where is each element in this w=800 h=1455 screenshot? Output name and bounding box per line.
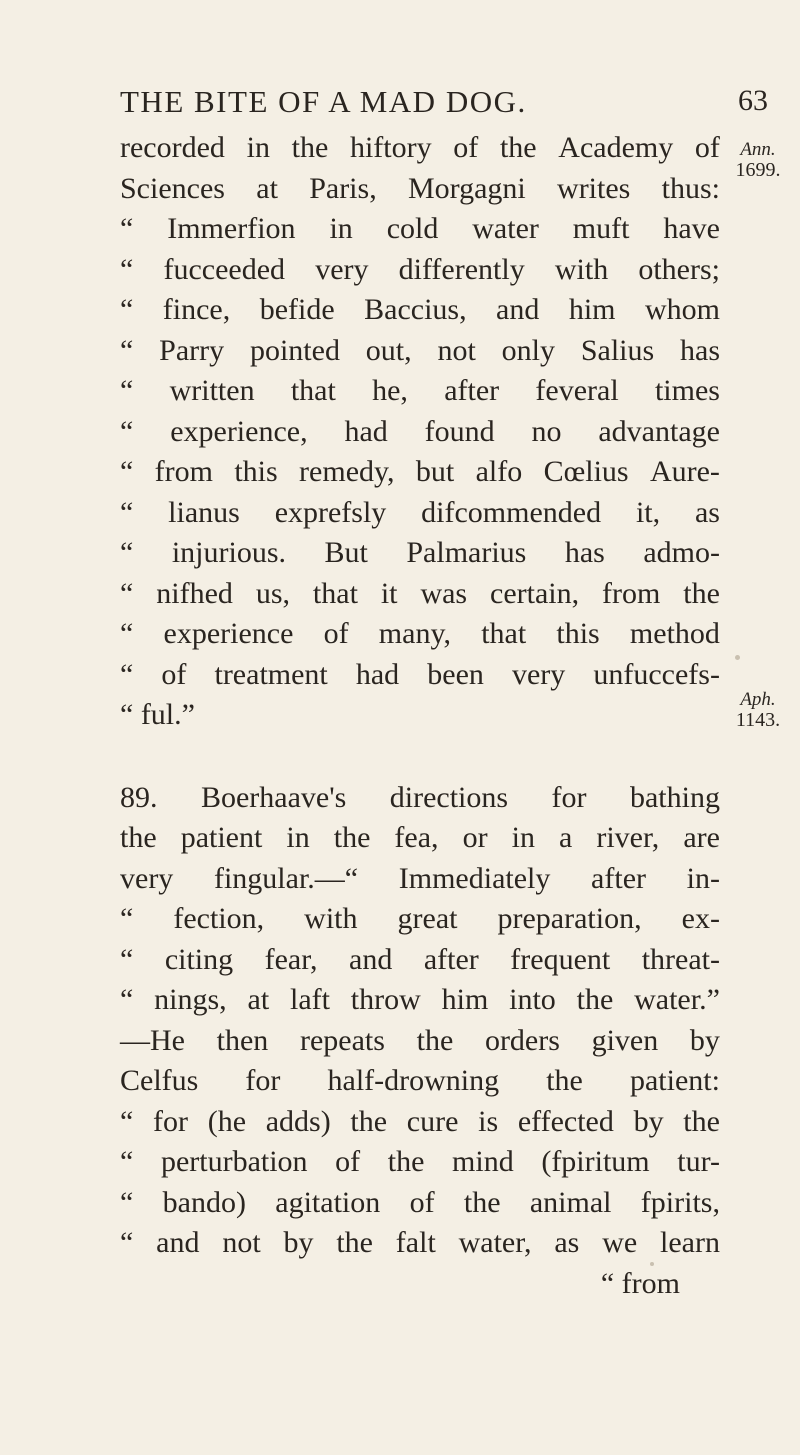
- text-line: “ fince, befide Baccius, and him whom: [120, 293, 720, 326]
- text-line: “ fucceeded very differently with others;: [120, 252, 720, 286]
- text-line: “ written that he, after feveral times: [120, 374, 720, 407]
- text-line: “ citing fear, and after frequent threat-: [120, 942, 720, 976]
- text-line: Sciences at Paris, Morgagni writes thus:: [120, 171, 720, 205]
- body-text: [120, 128, 720, 1304]
- text-line: “ bando) agitation of the animal fpirits,: [120, 1185, 720, 1219]
- paragraph: [120, 128, 720, 736]
- text-line: “ experience, had found no advantage: [120, 414, 720, 448]
- text-line: very fingular.—“ Immediately after in-: [120, 861, 720, 895]
- text-line: “ nings, at laft throw him into the water.”: [120, 983, 720, 1016]
- text-line: “ ful.”: [120, 698, 195, 731]
- margin-note-label: Aph.: [740, 689, 776, 710]
- text-line: “ fection, with great preparation, ex-: [120, 902, 720, 935]
- text-line: “ Parry pointed out, not only Salius has: [120, 333, 720, 367]
- text-line: “ nifhed us, that it was certain, from the: [120, 576, 720, 610]
- paper-speck: [735, 655, 740, 660]
- running-head: THE BITE OF A MAD DOG.: [120, 84, 527, 119]
- text-line: “ Immerfion in cold water muft have: [120, 212, 720, 245]
- text-line: “ experience of many, that this method: [120, 617, 720, 650]
- margin-note-year: 1143.: [735, 709, 781, 731]
- paper-speck: [650, 1262, 654, 1266]
- margin-note-label: Ann.: [740, 139, 776, 160]
- text-line: “ lianus exprefsly difcommended it, as: [120, 495, 720, 529]
- text-line: “ from this remedy, but alfo Cœlius Aure-: [120, 455, 720, 488]
- text-line: —He then repeats the orders given by: [120, 1023, 720, 1057]
- text-line: the patient in the fea, or in a river, are: [120, 821, 720, 854]
- page-header: [120, 84, 768, 124]
- catchword: “ from: [600, 1266, 680, 1300]
- margin-note-year-1699: [728, 140, 788, 180]
- text-line: “ injurious. But Palmarius has admo-: [120, 536, 720, 569]
- text-line: 89. Boerhaave's directions for bathing: [120, 780, 720, 814]
- page-number: 63: [738, 84, 768, 117]
- margin-note-year: 1699.: [735, 159, 781, 181]
- text-line: “ for (he adds) the cure is effected by the: [120, 1104, 720, 1138]
- margin-note-aphorism: [728, 690, 788, 730]
- text-line: Celfus for half-drowning the patient:: [120, 1064, 720, 1097]
- text-line: “ and not by the falt water, as we learn: [120, 1226, 720, 1259]
- paragraph: [120, 778, 720, 1305]
- text-line: “ perturbation of the mind (fpiritum tur-: [120, 1145, 720, 1178]
- text-line: recorded in the hiftory of the Academy of: [120, 131, 720, 164]
- text-line: “ of treatment had been very unfuccefs-: [120, 657, 720, 691]
